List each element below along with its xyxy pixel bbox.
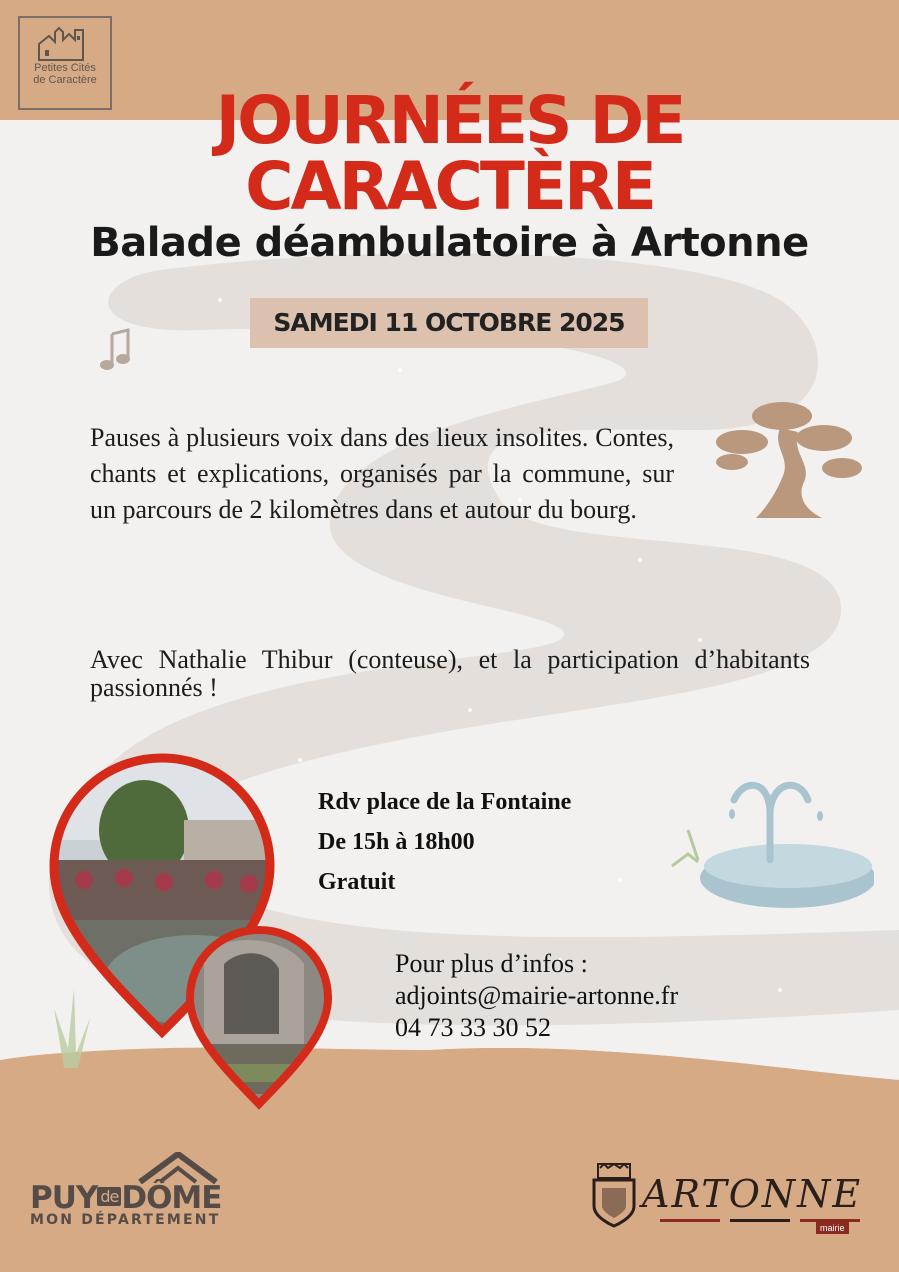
dome-word: DÔME xyxy=(121,1180,222,1216)
contact-block xyxy=(395,948,678,1044)
bonsai-tree-icon xyxy=(712,398,864,524)
contact-phone[interactable]: 04 73 33 30 52 xyxy=(395,1013,551,1042)
logo-line-1: Petites Cités xyxy=(34,62,96,74)
puy-logo-tagline: MON DÉPARTEMENT xyxy=(30,1212,221,1228)
page-title xyxy=(0,82,899,225)
contact-label: Pour plus d’infos : xyxy=(395,949,588,978)
castle-logo-icon xyxy=(35,24,95,62)
participants: Avec Nathalie Thibur (conteuse), et la participation d’habitants passionnés ! xyxy=(90,645,810,702)
puy-word: PUY xyxy=(30,1180,98,1216)
subtitle: Balade déambulatoire à Artonne xyxy=(90,220,809,266)
artonne-logo xyxy=(590,1160,880,1255)
artonne-mairie-label: mairie xyxy=(816,1222,849,1234)
puy-de-word: de xyxy=(97,1187,121,1206)
photo-pin-fountain xyxy=(184,924,334,1112)
description: Pauses à plusieurs voix dans des lieux insolites. Contes, chants et explications, organisés par la commune, sur un parcours de 2 kilomètres dans et autour du bourg. xyxy=(90,423,674,524)
event-price: Gratuit xyxy=(318,869,396,895)
event-location: Rdv place de la Fontaine xyxy=(318,789,572,815)
grass-icon xyxy=(34,988,94,1068)
mountain-icon xyxy=(138,1152,218,1184)
title-line-1: JOURNÉES DE xyxy=(215,82,684,159)
artonne-wordmark: ARTONNE xyxy=(642,1172,863,1216)
event-time: De 15h à 18h00 xyxy=(318,829,475,855)
fountain-icon xyxy=(658,770,874,916)
event-details xyxy=(318,782,571,902)
coat-of-arms-icon xyxy=(590,1162,638,1228)
puy-de-dome-logo xyxy=(30,1150,270,1228)
event-date: SAMEDI 11 OCTOBRE 2025 xyxy=(250,298,648,348)
music-note-icon xyxy=(98,328,134,376)
title-line-2: CARACTÈRE xyxy=(245,148,654,225)
puy-logo-title xyxy=(30,1180,270,1216)
logo-line-2: de Caractère xyxy=(33,74,97,86)
contact-email[interactable]: adjoints@mairie-artonne.fr xyxy=(395,981,679,1010)
